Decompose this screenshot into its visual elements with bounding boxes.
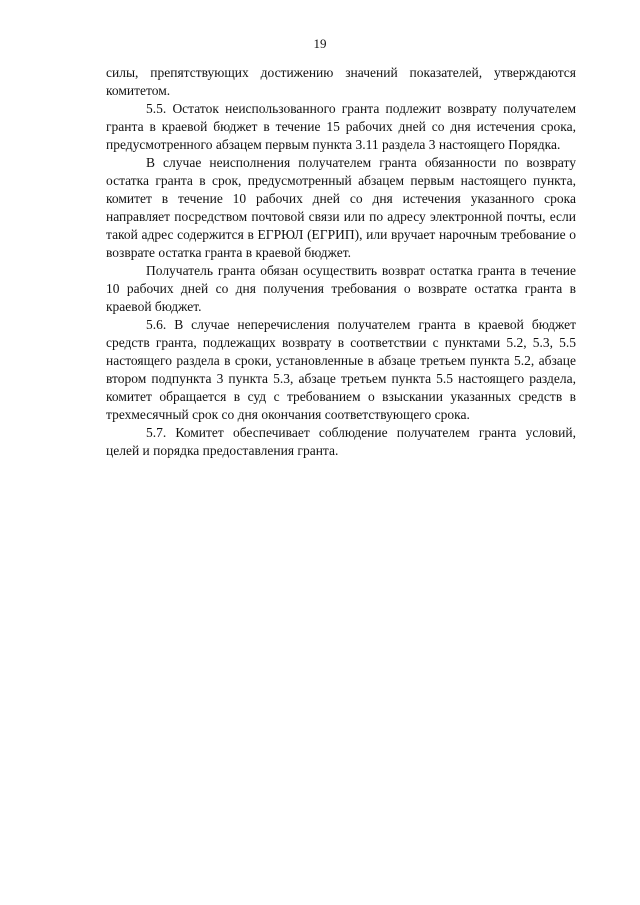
paragraph-5-5: 5.5. Остаток неиспользованного гранта подлежит возврату получателем гранта в краевой бюджет в течение 15 рабочих дней со дня истечения срока, предусмотренного абзацем первым пункта 3.11 раздела 3 настоящего Порядка. — [106, 101, 576, 152]
paragraph-5-6: 5.6. В случае неперечисления получателем гранта в краевой бюджет средств гранта, подлежащих возврату в соответствии с пунктами 5.2, 5.3, 5.5 настоящего раздела в сроки, установленные в абзаце третьем пункта 5.2, абзаце втором подпункта 3 пункта 5.3, абзаце третьем пункта 5.5 настоящего раздела, комитет обращается в суд с требованием о взыскании указанных средств в трехмесячный срок со дня окончания соответствующего срока. — [106, 317, 576, 422]
paragraph-5-7: 5.7. Комитет обеспечивает соблюдение получателем гранта условий, целей и порядка предоставления гранта. — [106, 425, 576, 458]
paragraph-continuation: силы, препятствующих достижению значений показателей, утверждаются комитетом. — [106, 65, 576, 98]
paragraph-nonfulfillment: В случае неисполнения получателем гранта обязанности по возврату остатка гранта в срок, предусмотренный абзацем первым настоящего пункта, комитет в течение 10 рабочих дней со дня истечения указанного срока направляет посредством почтовой связи или по адресу электронной почты, если такой адрес содержится в ЕГРЮЛ (ЕГРИП), или вручает нарочным требование о возврате остатка гранта в краевой бюджет. — [106, 155, 576, 260]
paragraph-return-obligation: Получатель гранта обязан осуществить возврат остатка гранта в течение 10 рабочих дней со дня получения требования о возврате остатка гранта в краевой бюджет. — [106, 263, 576, 314]
page-number: 19 — [313, 36, 327, 51]
document-body — [106, 64, 576, 460]
